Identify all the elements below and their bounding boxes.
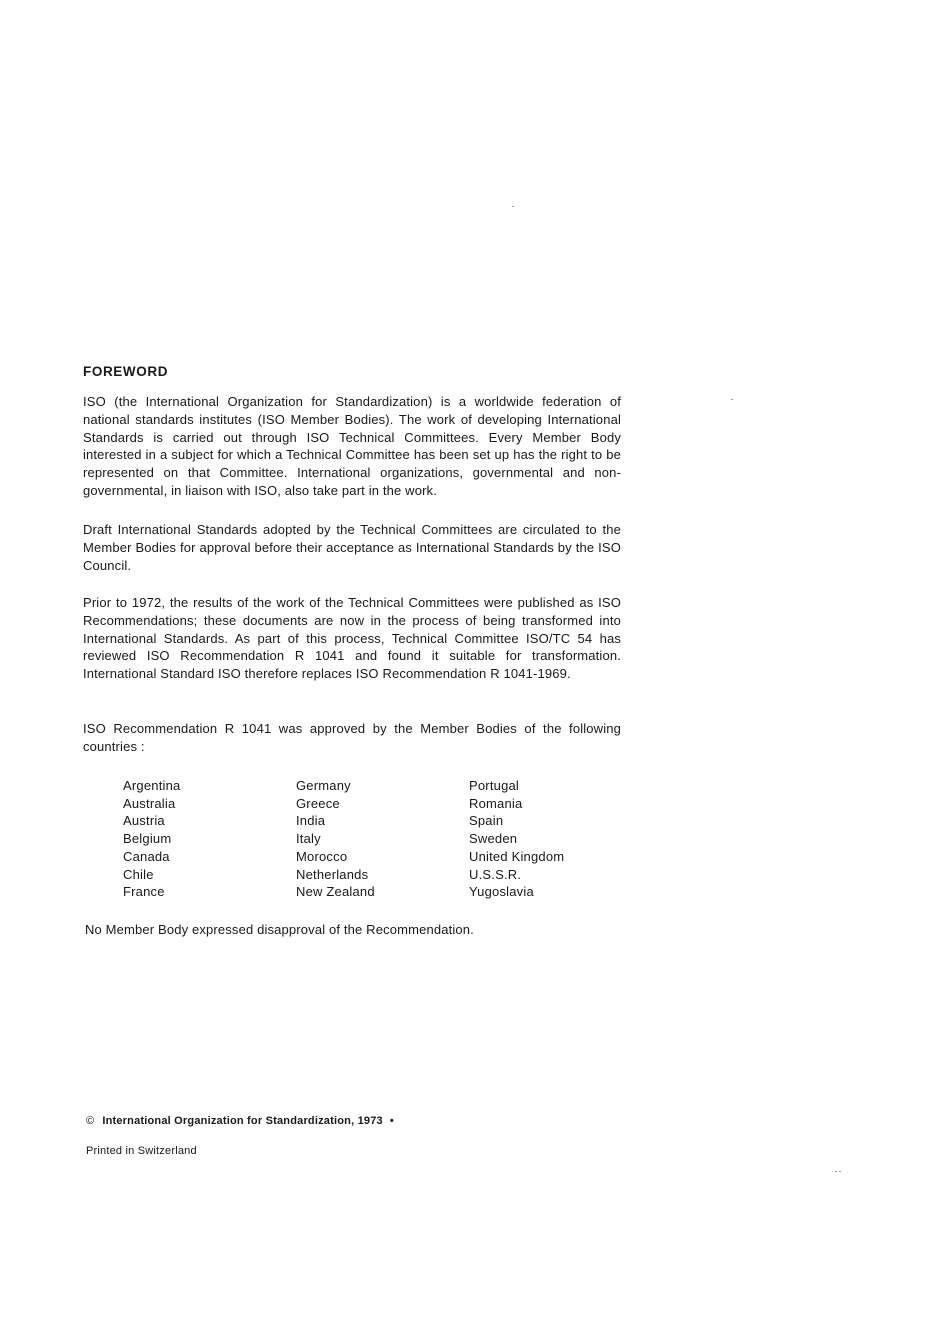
country-item: Portugal bbox=[469, 778, 520, 793]
country-item: Belgium bbox=[123, 831, 172, 847]
copyright-text: International Organization for Standardization, 1973 bbox=[102, 1115, 383, 1127]
scan-speck bbox=[835, 1171, 837, 1172]
country-item: New Zealand bbox=[296, 884, 375, 900]
country-item: Argentina bbox=[123, 778, 181, 793]
country-item: Canada bbox=[123, 848, 170, 864]
foreword-paragraph-1: ISO (the International Organization for Standardization) is a worldwide federation of national standards institutes (ISO Member Bodies). The work of developing International Standards is carried out through ISO Technical Committees. Every Member Body interested in a subject for which a Technical Committee has been set up has the right to be represented on that Committee. International organizations, governmental and non-governmental, in liaison with ISO, also take part in the work. bbox=[83, 394, 621, 498]
foreword-heading: FOREWORD bbox=[83, 364, 169, 379]
country-item: Australia bbox=[123, 795, 176, 811]
country-list bbox=[123, 777, 603, 901]
country-item: Germany bbox=[296, 778, 351, 793]
country-item: Morocco bbox=[296, 848, 348, 864]
bullet-icon: • bbox=[389, 1115, 394, 1127]
scan-speck bbox=[512, 206, 514, 207]
country-column-1 bbox=[123, 777, 296, 901]
closing-statement: No Member Body expressed disapproval of the Recommendation. bbox=[85, 922, 474, 937]
scan-speck bbox=[839, 1171, 841, 1172]
country-column-3 bbox=[469, 777, 603, 901]
country-item: United Kingdom bbox=[469, 848, 565, 864]
country-item: Netherlands bbox=[296, 866, 369, 882]
country-column-2 bbox=[296, 777, 469, 901]
country-item: Sweden bbox=[469, 831, 518, 847]
country-item: India bbox=[296, 813, 326, 829]
copyright-line bbox=[86, 1115, 394, 1127]
country-item: Greece bbox=[296, 795, 340, 811]
country-item: Italy bbox=[296, 831, 321, 847]
country-item: Yugoslavia bbox=[469, 884, 534, 900]
printed-in: Printed in Switzerland bbox=[86, 1145, 197, 1157]
foreword-paragraph-4: ISO Recommendation R 1041 was approved by the Member Bodies of the following countries : bbox=[83, 721, 621, 754]
country-item: Austria bbox=[123, 813, 165, 829]
country-item: Chile bbox=[123, 866, 154, 882]
country-item: U.S.S.R. bbox=[469, 866, 522, 882]
country-item: Romania bbox=[469, 795, 523, 811]
scan-speck bbox=[731, 399, 733, 400]
country-item: Spain bbox=[469, 813, 504, 829]
copyright-icon: © bbox=[86, 1115, 95, 1127]
foreword-paragraph-2: Draft International Standards adopted by the Technical Committees are circulated to the Member Bodies for approval before their acceptance as International Standards by the ISO Council. bbox=[83, 522, 621, 573]
foreword-paragraph-3: Prior to 1972, the results of the work of the Technical Committees were published as ISO Recommendations; these documents are now in the process of being transformed into International Standards. As part of this process, Technical Committee ISO/TC 54 has reviewed ISO Recommendation R 1041 and found it suitable for transformation. International Standard ISO therefore replaces ISO Recommendation R 1041-1969. bbox=[83, 595, 621, 682]
country-item: France bbox=[123, 884, 165, 900]
